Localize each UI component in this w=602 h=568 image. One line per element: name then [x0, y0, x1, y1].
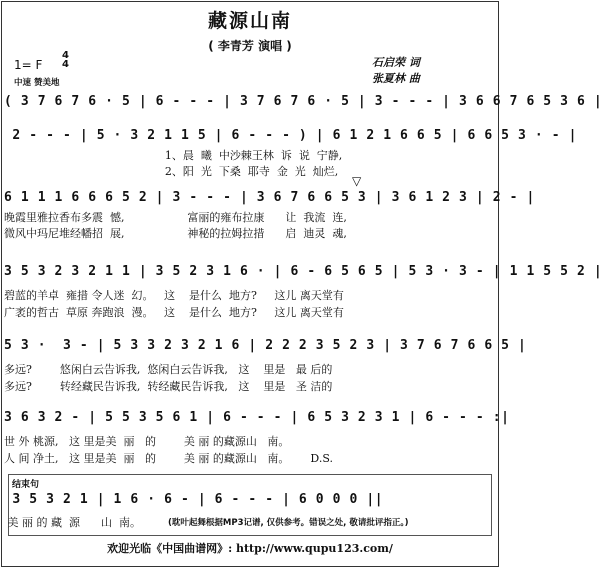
notation-line-2: 2 - - - | 5 · 3 2 1 1 5 | 6 - - - ) | 6 1 2 1 6 6 5 | 6 6 5 3 · - | [4, 128, 578, 143]
notation-line-1: ( 3 7 6 7 6 · 5 | 6 - - - | 3 7 6 7 6 · 5 | 3 - - - | 3 6 6 7 6 5 3 6 | [4, 94, 602, 109]
lyric-line-3a: 晚霞里雅拉香布多震 憾, 富丽的雍布拉康 让 我流 连, [4, 211, 347, 224]
notation-line-7: 3 5 3 2 1 | 1 6 · 6 - | 6 - - - | 6 0 0 0 || [4, 492, 384, 507]
notation-line-4: 3 5 3 2 3 2 1 1 | 3 5 2 3 1 6 · | 6 - 6 5 6 5 | 5 3 · 3 - | 1 1 5 5 2 | [4, 264, 602, 279]
lyric-line-3b: 微风中玛尼堆经幡招 展, 神秘的拉姆拉措 启 迪灵 魂, [4, 227, 347, 240]
time-signature [62, 51, 69, 69]
lyricist-credit: 石启荣 词 [372, 56, 420, 69]
tempo-marking: 中速 赞美地 [14, 78, 60, 88]
site-footer: 欢迎光临《中国曲谱网》: http://www.qupu123.com/ [107, 542, 393, 555]
composer-credit: 张夏林 曲 [372, 72, 420, 85]
lyric-line-5b: 多远? 转经藏民告诉我, 转经藏民告诉我, 这 里是 圣 洁的 [4, 380, 333, 393]
time-signature-bottom: 4 [62, 59, 69, 70]
lyric-line-6b: 人 间 净土, 这 里是美 丽 的 美 丽 的藏源山 南。 D.S. [4, 452, 333, 465]
lyric-line-2a: 1、晨 曦 中沙棘王林 诉 说 宁静, [4, 149, 343, 162]
key-signature: 1= F [14, 58, 43, 72]
time-signature-top: 4 [62, 50, 69, 61]
lyric-line-2b: 2、阳 光 下桑 耶寺 金 光 灿烂, [4, 165, 339, 178]
performer-line: ( 李青芳 演唱 ) [208, 39, 292, 53]
notation-line-6: 3 6 3 2 - | 5 5 3 5 6 1 | 6 - - - | 6 5 3 2 3 1 | 6 - - - :| [4, 410, 510, 425]
segno-triangle-icon: ▽ [352, 174, 362, 188]
lyric-line-6a: 世 外 桃源, 这 里是美 丽 的 美 丽 的藏源山 南。 [4, 435, 290, 448]
lyric-line-7: 美 丽 的 藏 源 山 南。 [4, 516, 141, 529]
lyric-line-4a: 碧蓝的羊卓 雍措 令人迷 幻。 这 是什么 地方? 这儿 离天堂有 [4, 289, 344, 302]
notation-line-3: 6 1 1 1 6 6 6 5 2 | 3 - - - | 3 6 7 6 6 5 3 | 3 6 1 2 3 | 2 - | [4, 190, 535, 205]
ending-section-label: 结束句 [12, 480, 40, 490]
song-title: 藏源山南 [207, 10, 292, 32]
notation-line-5: 5 3 · 3 - | 5 3 3 2 3 2 1 6 | 2 2 2 3 5 2 3 | 3 7 6 7 6 6 5 | [4, 338, 527, 353]
transcription-note: (耽叶起舞根据MP3记谱, 仅供参考。错误之处, 敬请批评指正。) [168, 518, 409, 528]
lyric-line-4b: 广袤的哲古 草原 奔跑浪 漫。 这 是什么 地方? 这儿 离天堂有 [4, 306, 344, 319]
lyric-line-5a: 多远? 悠闲白云告诉我, 悠闲白云告诉我, 这 里是 最 后的 [4, 363, 333, 376]
